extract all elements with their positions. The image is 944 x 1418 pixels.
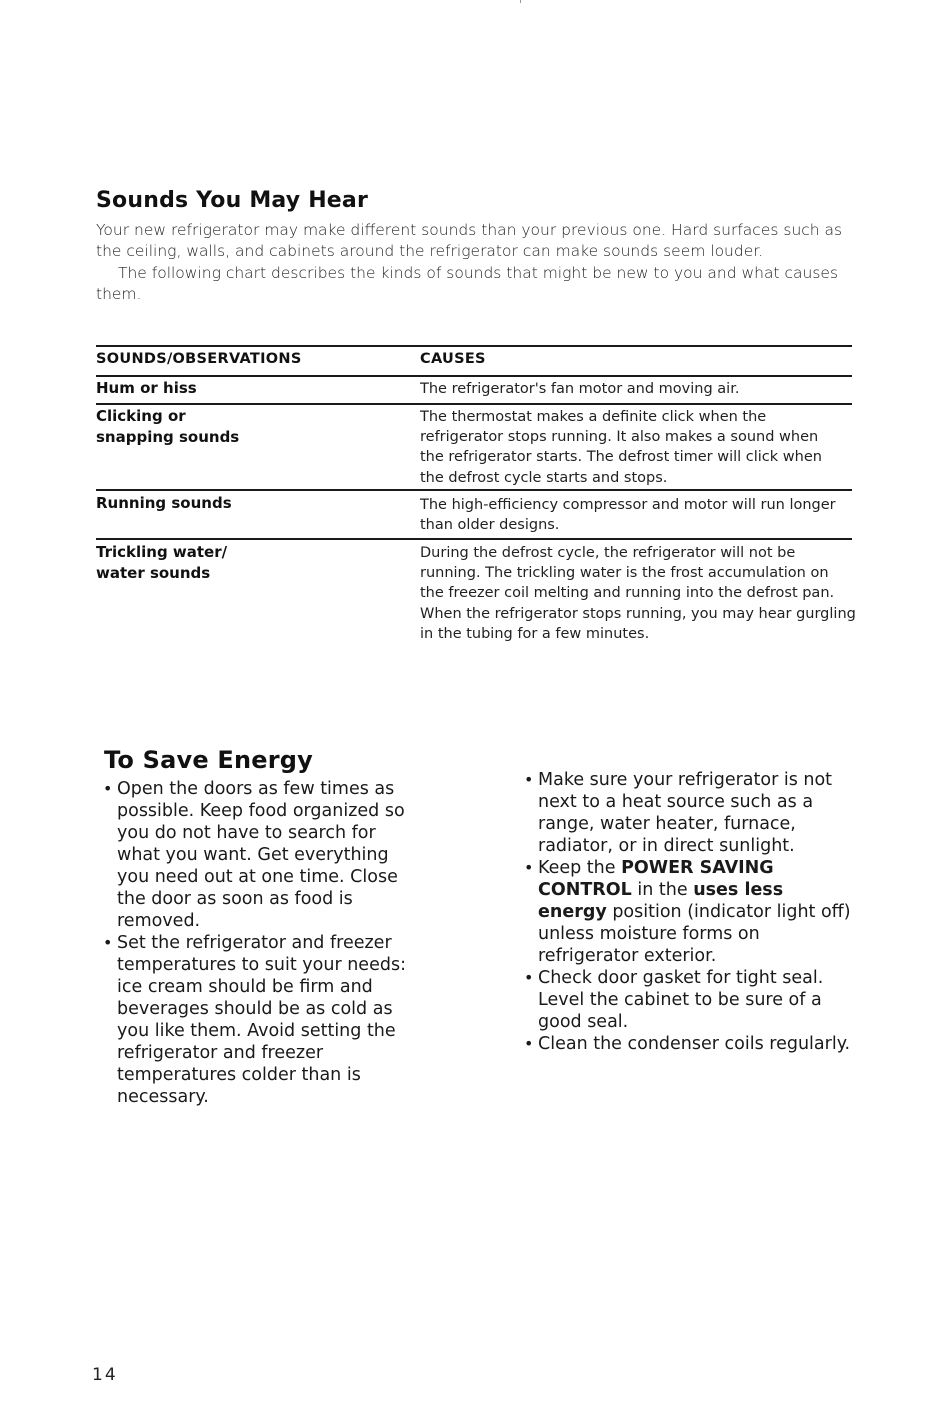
bullet-icon: • xyxy=(103,779,113,798)
sound-cell: Running sounds xyxy=(96,494,232,512)
sound-cell: Hum or hiss xyxy=(96,379,197,397)
intro-paragraph: Your new refrigerator may make different sounds than your previous one. Hard surfaces such as the ceiling, walls, and cabinets around the refrigerator can make sounds seem louder. xyxy=(96,221,843,260)
uses-less-energy-label: uses less energy xyxy=(538,880,784,922)
tip-text: Make sure your refrigerator is not next to a heat source such as a range, water heater, furnace, radiator, or in direct sunlight. xyxy=(538,770,833,856)
energy-tip xyxy=(523,769,853,857)
energy-tip xyxy=(523,967,853,1033)
cause-cell: The high-efficiency compressor and motor will run longer than older designs. xyxy=(420,497,836,534)
energy-tip xyxy=(102,778,424,932)
tip-text: Check door gasket for tight seal. Level the cabinet to be sure of a good seal. xyxy=(538,968,824,1032)
tip-text-part: in the xyxy=(631,880,694,900)
header-sounds: SOUNDS/OBSERVATIONS xyxy=(96,351,302,367)
sound-cell: Trickling water/ water sounds xyxy=(96,543,228,582)
bullet-icon: • xyxy=(524,770,534,789)
sounds-intro xyxy=(96,220,856,305)
energy-tip xyxy=(523,857,853,967)
tip-text: Clean the condenser coils regularly. xyxy=(538,1034,851,1054)
tip-text xyxy=(538,858,851,966)
bullet-icon: • xyxy=(524,858,534,877)
header-causes: CAUSES xyxy=(420,351,486,367)
energy-tips-right xyxy=(523,769,853,1055)
energy-tip xyxy=(523,1033,853,1055)
bullet-icon: • xyxy=(103,933,113,952)
sound-cell: Clicking or snapping sounds xyxy=(96,407,240,446)
tip-text: Open the doors as few times as possible. Keep food organized so you do not have to search for what you want. Get everything you need out at one time. Close the door as soon as food is removed. xyxy=(117,779,405,931)
header-rule xyxy=(96,375,852,377)
row-rule xyxy=(96,403,852,405)
bullet-icon: • xyxy=(524,1034,534,1053)
cause-cell: The thermostat makes a definite click when the refrigerator stops running. It also makes a sound when the refrigerator starts. The defrost timer will click when the defrost cycle starts and stops. xyxy=(420,409,822,486)
energy-tip xyxy=(102,932,424,1108)
row-rule xyxy=(96,489,852,491)
power-saving-control-label: POWER SAVING CONTROL xyxy=(538,858,774,900)
energy-section-title: To Save Energy xyxy=(104,746,314,774)
tip-text-part: position (indicator light off) unless moisture forms on refrigerator exterior. xyxy=(538,902,851,966)
page-number: 14 xyxy=(92,1365,118,1385)
cause-cell: During the defrost cycle, the refrigerator will not be running. The trickling water is the frost accumulation on the freezer coil melting and running into the defrost pan. When the refrigerator stops running, you may hear gurgling in the tubing for a few minutes. xyxy=(420,545,856,642)
bullet-icon: • xyxy=(524,968,534,987)
intro-paragraph: The following chart describes the kinds of sounds that might be new to you and what causes them. xyxy=(96,264,839,303)
table-top-rule xyxy=(96,345,852,347)
sounds-section-title: Sounds You May Hear xyxy=(96,188,369,213)
tip-text-part: Keep the xyxy=(538,858,622,878)
scan-mark xyxy=(520,0,521,3)
cause-cell: The refrigerator's fan motor and moving air. xyxy=(420,381,740,397)
tip-text: Set the refrigerator and freezer temperatures to suit your needs: ice cream should be firm and beverages should be as cold as you like them. Avoid setting the refrigerator and freezer temperatures colder than is necessary. xyxy=(117,933,406,1107)
row-rule xyxy=(96,538,852,540)
energy-tips-left xyxy=(102,778,424,1108)
